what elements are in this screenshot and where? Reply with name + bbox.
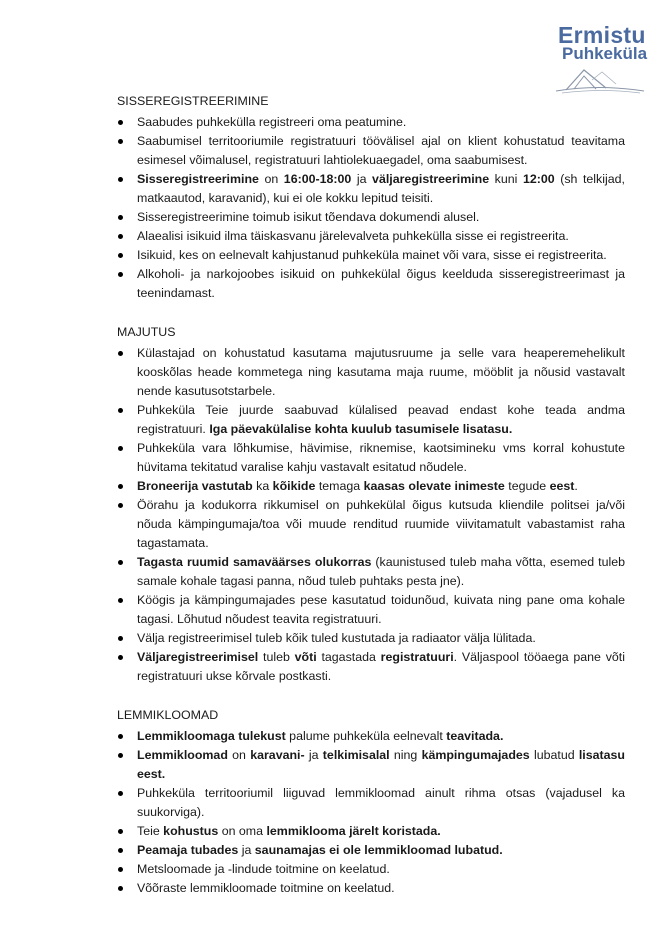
logo-subtitle: Puhkeküla bbox=[562, 44, 648, 63]
list-item bbox=[117, 246, 625, 265]
bold-text: lemmiklooma järelt koristada. bbox=[266, 824, 441, 838]
bold-text: võti bbox=[294, 650, 317, 664]
text-run: Öörahu ja kodukorra rikkumisel on puhkekülal õigus kutsuda kliendile politsei ja/või nõuda kämpingumaja/toa või muude renditud ruumide viivitamatult vabastamist raha tagastamata. bbox=[137, 498, 625, 550]
text-run: . bbox=[574, 479, 578, 493]
list-item bbox=[117, 113, 625, 132]
text-run: on bbox=[227, 748, 251, 762]
bold-text: Sisseregistreerimine bbox=[137, 172, 259, 186]
text-run: lubatud bbox=[529, 748, 579, 762]
list-item bbox=[117, 860, 625, 879]
bold-text: kämpingumajades bbox=[421, 748, 530, 762]
list-item bbox=[117, 132, 625, 170]
list-item bbox=[117, 591, 625, 629]
text-run: . Väljaspool tööaega pane võti registratuuri ukse kõrvale postkasti. bbox=[137, 650, 625, 683]
text-run: on bbox=[258, 172, 284, 186]
bullet-list bbox=[117, 727, 625, 898]
bold-text: Peamaja tubades bbox=[137, 843, 239, 857]
bold-text: Broneerija vastutab bbox=[137, 479, 253, 493]
list-item bbox=[117, 648, 625, 686]
section-majutus bbox=[117, 323, 625, 686]
text-run: palume puhkeküla eelnevalt bbox=[285, 729, 447, 743]
bold-text: saunamajas ei ole lemmikloomad lubatud. bbox=[254, 843, 503, 857]
list-item bbox=[117, 553, 625, 591]
list-item bbox=[117, 265, 625, 303]
text-run: (sh telkijad, matkaautod, karavanid), kui ei ole kokku lepitud teisiti. bbox=[137, 172, 625, 205]
section-heading: MAJUTUS bbox=[117, 325, 176, 339]
list-item bbox=[117, 841, 625, 860]
text-run: Külastajad on kohustatud kasutama majutusruume ja selle vara heaperemehelikult kooskõlas heade kommetega ning kasutama maja ruume, mööblit ja nõusid vastavalt nende kasutusotstarbele. bbox=[137, 346, 625, 398]
text-run: temaga bbox=[315, 479, 364, 493]
text-run: Isikuid, kes on eelnevalt kahjustanud puhkeküla mainet või vara, sisse ei registreerita. bbox=[137, 248, 607, 262]
text-run: Välja registreerimisel tuleb kõik tuled kustutada ja radiaator välja lülitada. bbox=[137, 631, 536, 645]
bold-text: teavitada. bbox=[446, 729, 504, 743]
text-run: Saabumisel territooriumile registratuuri töövälisel ajal on klient kohustatud teavitama esimesel võimalusel, registratuuri lahtiolekuaegadel, oma saabumisest. bbox=[137, 134, 625, 167]
list-item bbox=[117, 227, 625, 246]
bold-text: Tagasta ruumid samaväärses olukorras bbox=[137, 555, 372, 569]
list-item bbox=[117, 208, 625, 227]
logo-house-icon bbox=[548, 62, 648, 94]
text-run: kuni bbox=[489, 172, 523, 186]
bold-text: Lemmikloomad bbox=[137, 748, 228, 762]
bold-text: telkimisalal bbox=[322, 748, 390, 762]
section-heading: LEMMIKLOOMAD bbox=[117, 708, 219, 722]
text-run: Puhkeküla vara lõhkumise, hävimise, riknemise, kaotsimineku vms korral kohustute hüvitama tekitatud varalise kahju vastavalt esitatud nõudele. bbox=[137, 441, 625, 474]
text-run: ning bbox=[389, 748, 422, 762]
bold-text: Lemmikloomaga tulekust bbox=[137, 729, 286, 743]
text-run: Alaealisi isikuid ilma täiskasvanu järelevalveta puhkekülla sisse ei registreerita. bbox=[137, 229, 569, 243]
list-item bbox=[117, 344, 625, 401]
text-run: Sisseregistreerimine toimub isikut tõendava dokumendi alusel. bbox=[137, 210, 480, 224]
section-lemmikloomad bbox=[117, 706, 625, 898]
list-item bbox=[117, 727, 625, 746]
rules-document bbox=[117, 92, 625, 918]
text-run: ja bbox=[351, 172, 373, 186]
bold-text: eest bbox=[549, 479, 575, 493]
list-item bbox=[117, 496, 625, 553]
text-run: Saabudes puhkekülla registreeri oma peatumine. bbox=[137, 115, 407, 129]
list-item bbox=[117, 629, 625, 648]
brand-logo bbox=[548, 22, 648, 94]
bullet-list bbox=[117, 344, 625, 686]
section-heading: SISSEREGISTREERIMINE bbox=[117, 94, 269, 108]
bold-text: kaasas olevate inimeste bbox=[363, 479, 505, 493]
list-item bbox=[117, 439, 625, 477]
list-item bbox=[117, 784, 625, 822]
text-run: tuleb bbox=[258, 650, 295, 664]
text-run: Alkoholi- ja narkojoobes isikuid on puhkekülal õigus keelduda sisseregistreerimast ja teenindamast. bbox=[137, 267, 625, 300]
bold-text: 12:00 bbox=[522, 172, 555, 186]
list-item bbox=[117, 746, 625, 784]
text-run: tagastada bbox=[316, 650, 381, 664]
list-item bbox=[117, 822, 625, 841]
text-run: on oma bbox=[218, 824, 267, 838]
section-sisseregistreerimine bbox=[117, 92, 625, 303]
bold-text: kõikide bbox=[272, 479, 316, 493]
bold-text: karavani- bbox=[250, 748, 305, 762]
text-run: Puhkeküla Teie juurde saabuvad külalised peavad endast kohe teada andma registratuuri. bbox=[137, 403, 625, 436]
text-run: Puhkeküla territooriumil liiguvad lemmikloomad ainult rihma otsas (vajadusel ka suukorviga). bbox=[137, 786, 625, 819]
text-run: Teie bbox=[137, 824, 164, 838]
text-run: Võõraste lemmikloomade toitmine on keelatud. bbox=[137, 881, 395, 895]
text-run: ja bbox=[238, 843, 255, 857]
bold-text: 16:00-18:00 bbox=[283, 172, 352, 186]
list-item bbox=[117, 477, 625, 496]
text-run: ka bbox=[252, 479, 273, 493]
bullet-list bbox=[117, 113, 625, 303]
bold-text: lisatasu eest. bbox=[137, 748, 626, 781]
bold-text: väljaregistreerimine bbox=[372, 172, 490, 186]
list-item bbox=[117, 879, 625, 898]
text-run: Köögis ja kämpingumajades pese kasutatud toidunõud, kuivata ning pane oma kohale tagasi. Lõhutud nõudest teavita registratuuri. bbox=[137, 593, 625, 626]
list-item bbox=[117, 170, 625, 208]
bold-text: kohustus bbox=[163, 824, 219, 838]
text-run: (kaunistused tuleb maha võtta, esemed tuleb samale kohale tagasi panna, nõud tuleb puhtaks pesta jne). bbox=[137, 555, 625, 588]
bold-text: registratuuri bbox=[380, 650, 454, 664]
bold-text: Iga päevakülalise kohta kuulub tasumisele lisatasu. bbox=[209, 422, 513, 436]
text-run: tegude bbox=[504, 479, 550, 493]
text-run: ja bbox=[304, 748, 323, 762]
bold-text: Väljaregistreerimisel bbox=[137, 650, 259, 664]
logo-title: Ermistu bbox=[558, 22, 646, 48]
text-run: Metsloomade ja -lindude toitmine on keelatud. bbox=[137, 862, 390, 876]
list-item bbox=[117, 401, 625, 439]
